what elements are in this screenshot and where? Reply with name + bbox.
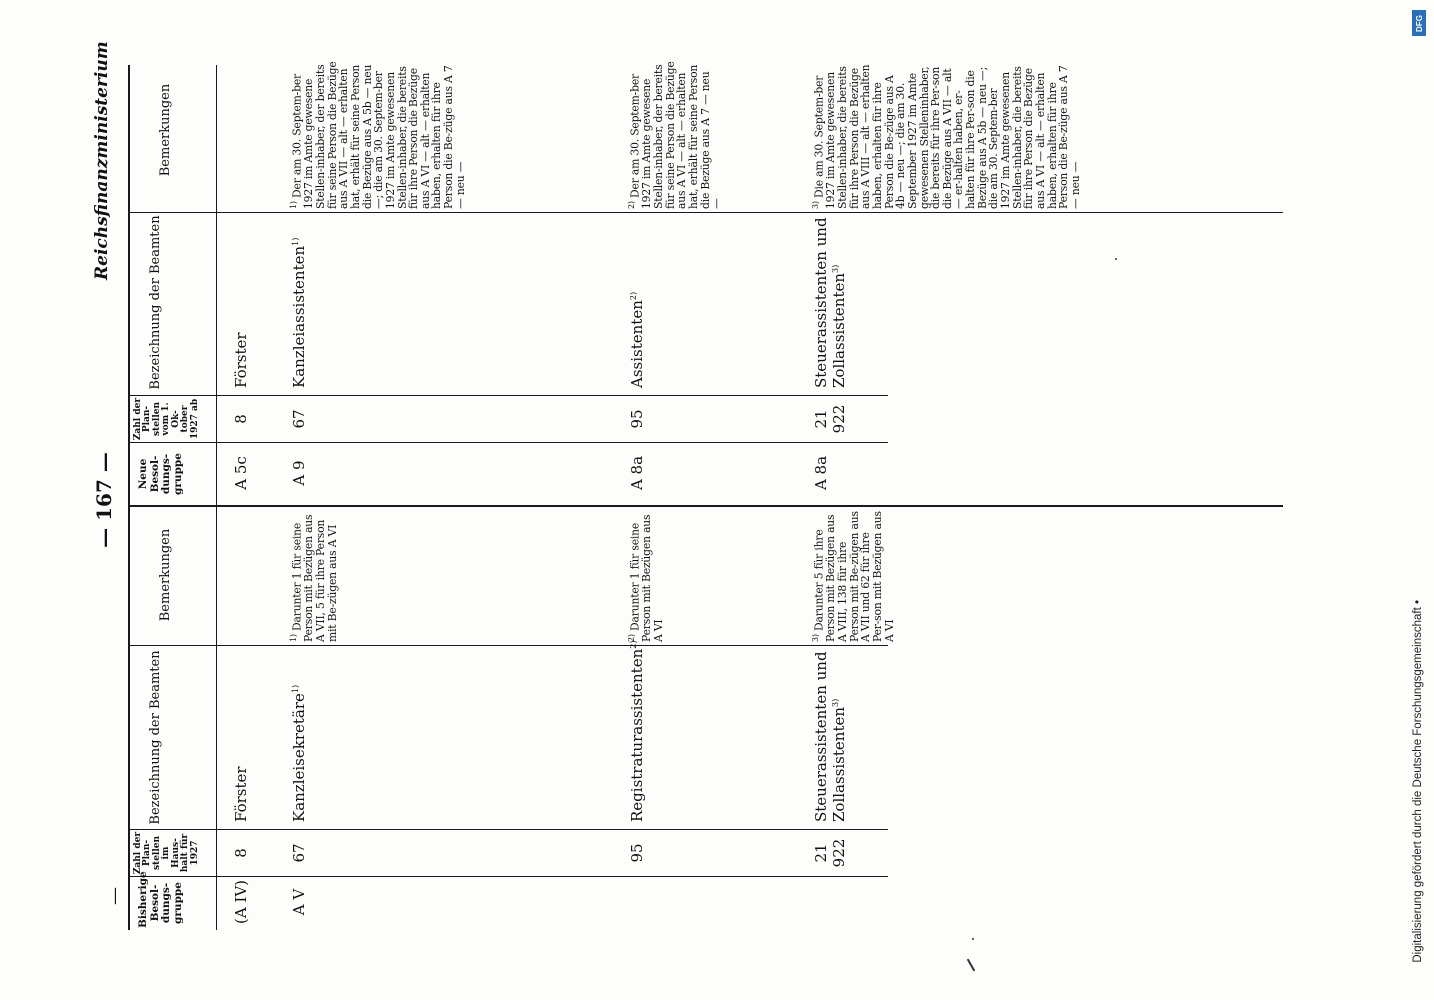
left-sep-3 [128, 645, 888, 646]
right-row2-remark [290, 59, 466, 209]
right-row3-title-mark: 2) [629, 291, 638, 301]
right-sep-1 [128, 442, 888, 443]
right-sep-2 [128, 395, 888, 396]
left-row2-remark-mark: 1) [289, 634, 298, 642]
left-row2-title [290, 685, 308, 822]
scan-speck [972, 938, 974, 940]
right-row2-group: A 9 [290, 460, 308, 486]
left-header-count: Zahl der Plan-stellen im Haus-halt für 1927 [133, 831, 200, 875]
right-row3-group: A 8a [628, 455, 646, 491]
right-row1-group: A 5c [232, 456, 250, 490]
right-row3-remark-mark: 2) [627, 201, 636, 209]
scan-speck [1115, 258, 1117, 260]
right-row4-group: A 8a [812, 455, 830, 491]
left-sep-1 [128, 876, 888, 877]
left-row4-count: 21 922 [812, 838, 848, 868]
left-row3-remark-mark: 2) [627, 634, 636, 642]
right-row2-remark-mark: 1) [289, 201, 298, 209]
ministry-heading: Reichsfinanzministerium [92, 41, 112, 280]
right-row4-remark-mark: 3) [811, 201, 820, 209]
right-row4-title-mark: 3) [831, 264, 840, 273]
left-row4-remark [812, 508, 895, 642]
dash-left: — [104, 887, 125, 905]
right-row3-title [628, 292, 646, 388]
right-row4-title [812, 216, 848, 388]
left-row1-title: Förster [232, 766, 250, 822]
left-row3-remark [628, 508, 665, 642]
left-row2-group: A V [290, 888, 308, 916]
right-row4-remark [812, 59, 1082, 209]
left-row2-count: 67 [290, 843, 308, 863]
right-row3-title-text: Assistenten [628, 300, 646, 388]
left-row4-title-text: Steuerassistenten und Zollassistenten [812, 651, 848, 822]
credit-text: Digitalisierung gefördert durch die Deutsche Forschungsgemeinschaft • [1412, 600, 1424, 963]
left-row4-remark-text: Darunter 5 für ihre Person mit Bezügen aus A VIII, 138 für ihre Person mit Be-zügen aus A VII und 62 für ihre Per-son mit Bezügen aus A VI [812, 511, 896, 642]
left-row1-count: 8 [232, 848, 250, 858]
left-header-title: Bezeichnung der Beamten [148, 650, 163, 825]
left-row1-group: (A IV) [232, 879, 250, 925]
left-row3-title-text: Registraturassistenten [628, 648, 646, 822]
right-header-remarks: Bemerkungen [158, 83, 173, 177]
right-header-title: Bezeichnung der Beamten [148, 215, 163, 390]
page-number: — 167 — [92, 452, 116, 548]
right-row4-count: 21 922 [812, 404, 848, 434]
left-row2-remark-text: Darunter 1 für seine Person mit Bezügen aus A VII, 5 für ihre Person mit Be-zügen aus A VI [290, 514, 339, 642]
right-row1-count: 8 [232, 414, 250, 424]
right-header-group: Neue Besol-dungs-gruppe [137, 453, 184, 495]
left-sep-2 [128, 829, 888, 830]
left-row3-remark-text: Darunter 1 für seine Person mit Bezügen aus A VI [628, 514, 665, 642]
right-row3-remark [628, 59, 723, 209]
right-header-count: Zahl der Plan-stellen vom 1. Ok-tober 1927 ab [133, 397, 200, 441]
header-rule [216, 65, 217, 930]
left-row3-count: 95 [628, 843, 646, 863]
scan-mark [967, 958, 976, 971]
right-row3-count: 95 [628, 409, 646, 429]
right-row3-remark-text: Der am 30. Septem-ber 1927 im Amte gewesene Stellen-inhaber, der bereits für seine Person die Bezüge aus A VI — alt — erhalten hat, erhält für seine Person die Bezüge aus A 7 — neu — [628, 61, 724, 209]
right-row2-remark-text: Der am 30. Septem-ber 1927 im Amte gewesene Stellen-inhaber, der bereits für seine Person die Bezüge aus A VII — alt — erhalten hat, erhält für seine Person die Bezüge aus A 5b — neu —; die am 30. Septem-ber 1927 im Amte gewesenen Stellen-inhaber, die bereits für ihre Person die Bezüge aus A VI — alt — erhalten haben, erhalten für ihre Person die Be-züge aus A 7 — neu — [290, 61, 467, 209]
left-row3-title-mark: 2) [629, 640, 638, 649]
left-row2-title-mark: 1) [291, 684, 300, 694]
right-row2-title-mark: 1) [291, 237, 300, 246]
dfg-logo-text: DFG [1414, 14, 1424, 32]
left-row2-remark [290, 508, 338, 642]
left-header-remarks: Bemerkungen [158, 528, 173, 622]
credit-rotated [1406, 0, 1430, 1000]
left-row2-title-text: Kanzleisekretäre [290, 693, 308, 822]
left-row3-title [628, 641, 646, 822]
right-row2-title-text: Kanzleiassistenten [290, 245, 308, 388]
credit-strip [1406, 0, 1430, 1000]
right-row2-title [290, 238, 308, 388]
left-row4-title [812, 647, 848, 822]
left-row4-remark-mark: 3) [811, 634, 820, 642]
top-rule [128, 65, 130, 930]
right-sep-3 [128, 212, 1283, 213]
right-row4-title-text: Steuerassistenten und Zollassistenten [812, 217, 848, 388]
right-row2-count: 67 [290, 409, 308, 429]
right-row1-title: Förster [232, 332, 250, 388]
left-header-group: Bisherige Besol-dungs-gruppe [137, 871, 184, 928]
table-divider [128, 505, 1283, 507]
left-row4-title-mark: 3) [831, 698, 840, 707]
right-row4-remark-text: Die am 30. Septem-ber 1927 im Amte gewesenen Stellen-inhaber, die bereits für ihre Person die Bezüge aus A VIII — alt — erhalten haben, erhalten für ihre Person die Be-züge aus A 4b — neu —; die am 30. September 1927 im Amte gewesenen Stelleninhaber, die bereits für ihre Per-son die Bezüge aus A VII — alt — er-halten haben, er-halten für ihre Per-son die Bezüge aus A 5b — neu —; die am 30. Septem-ber 1927 im Amte gewesenen Stellen-inhaber, die bereits für ihre Person die Bezüge aus A VI — alt — erhalten haben, erhalten für ihre Person die Be-züge aus A 7 — neu — [812, 64, 1083, 209]
